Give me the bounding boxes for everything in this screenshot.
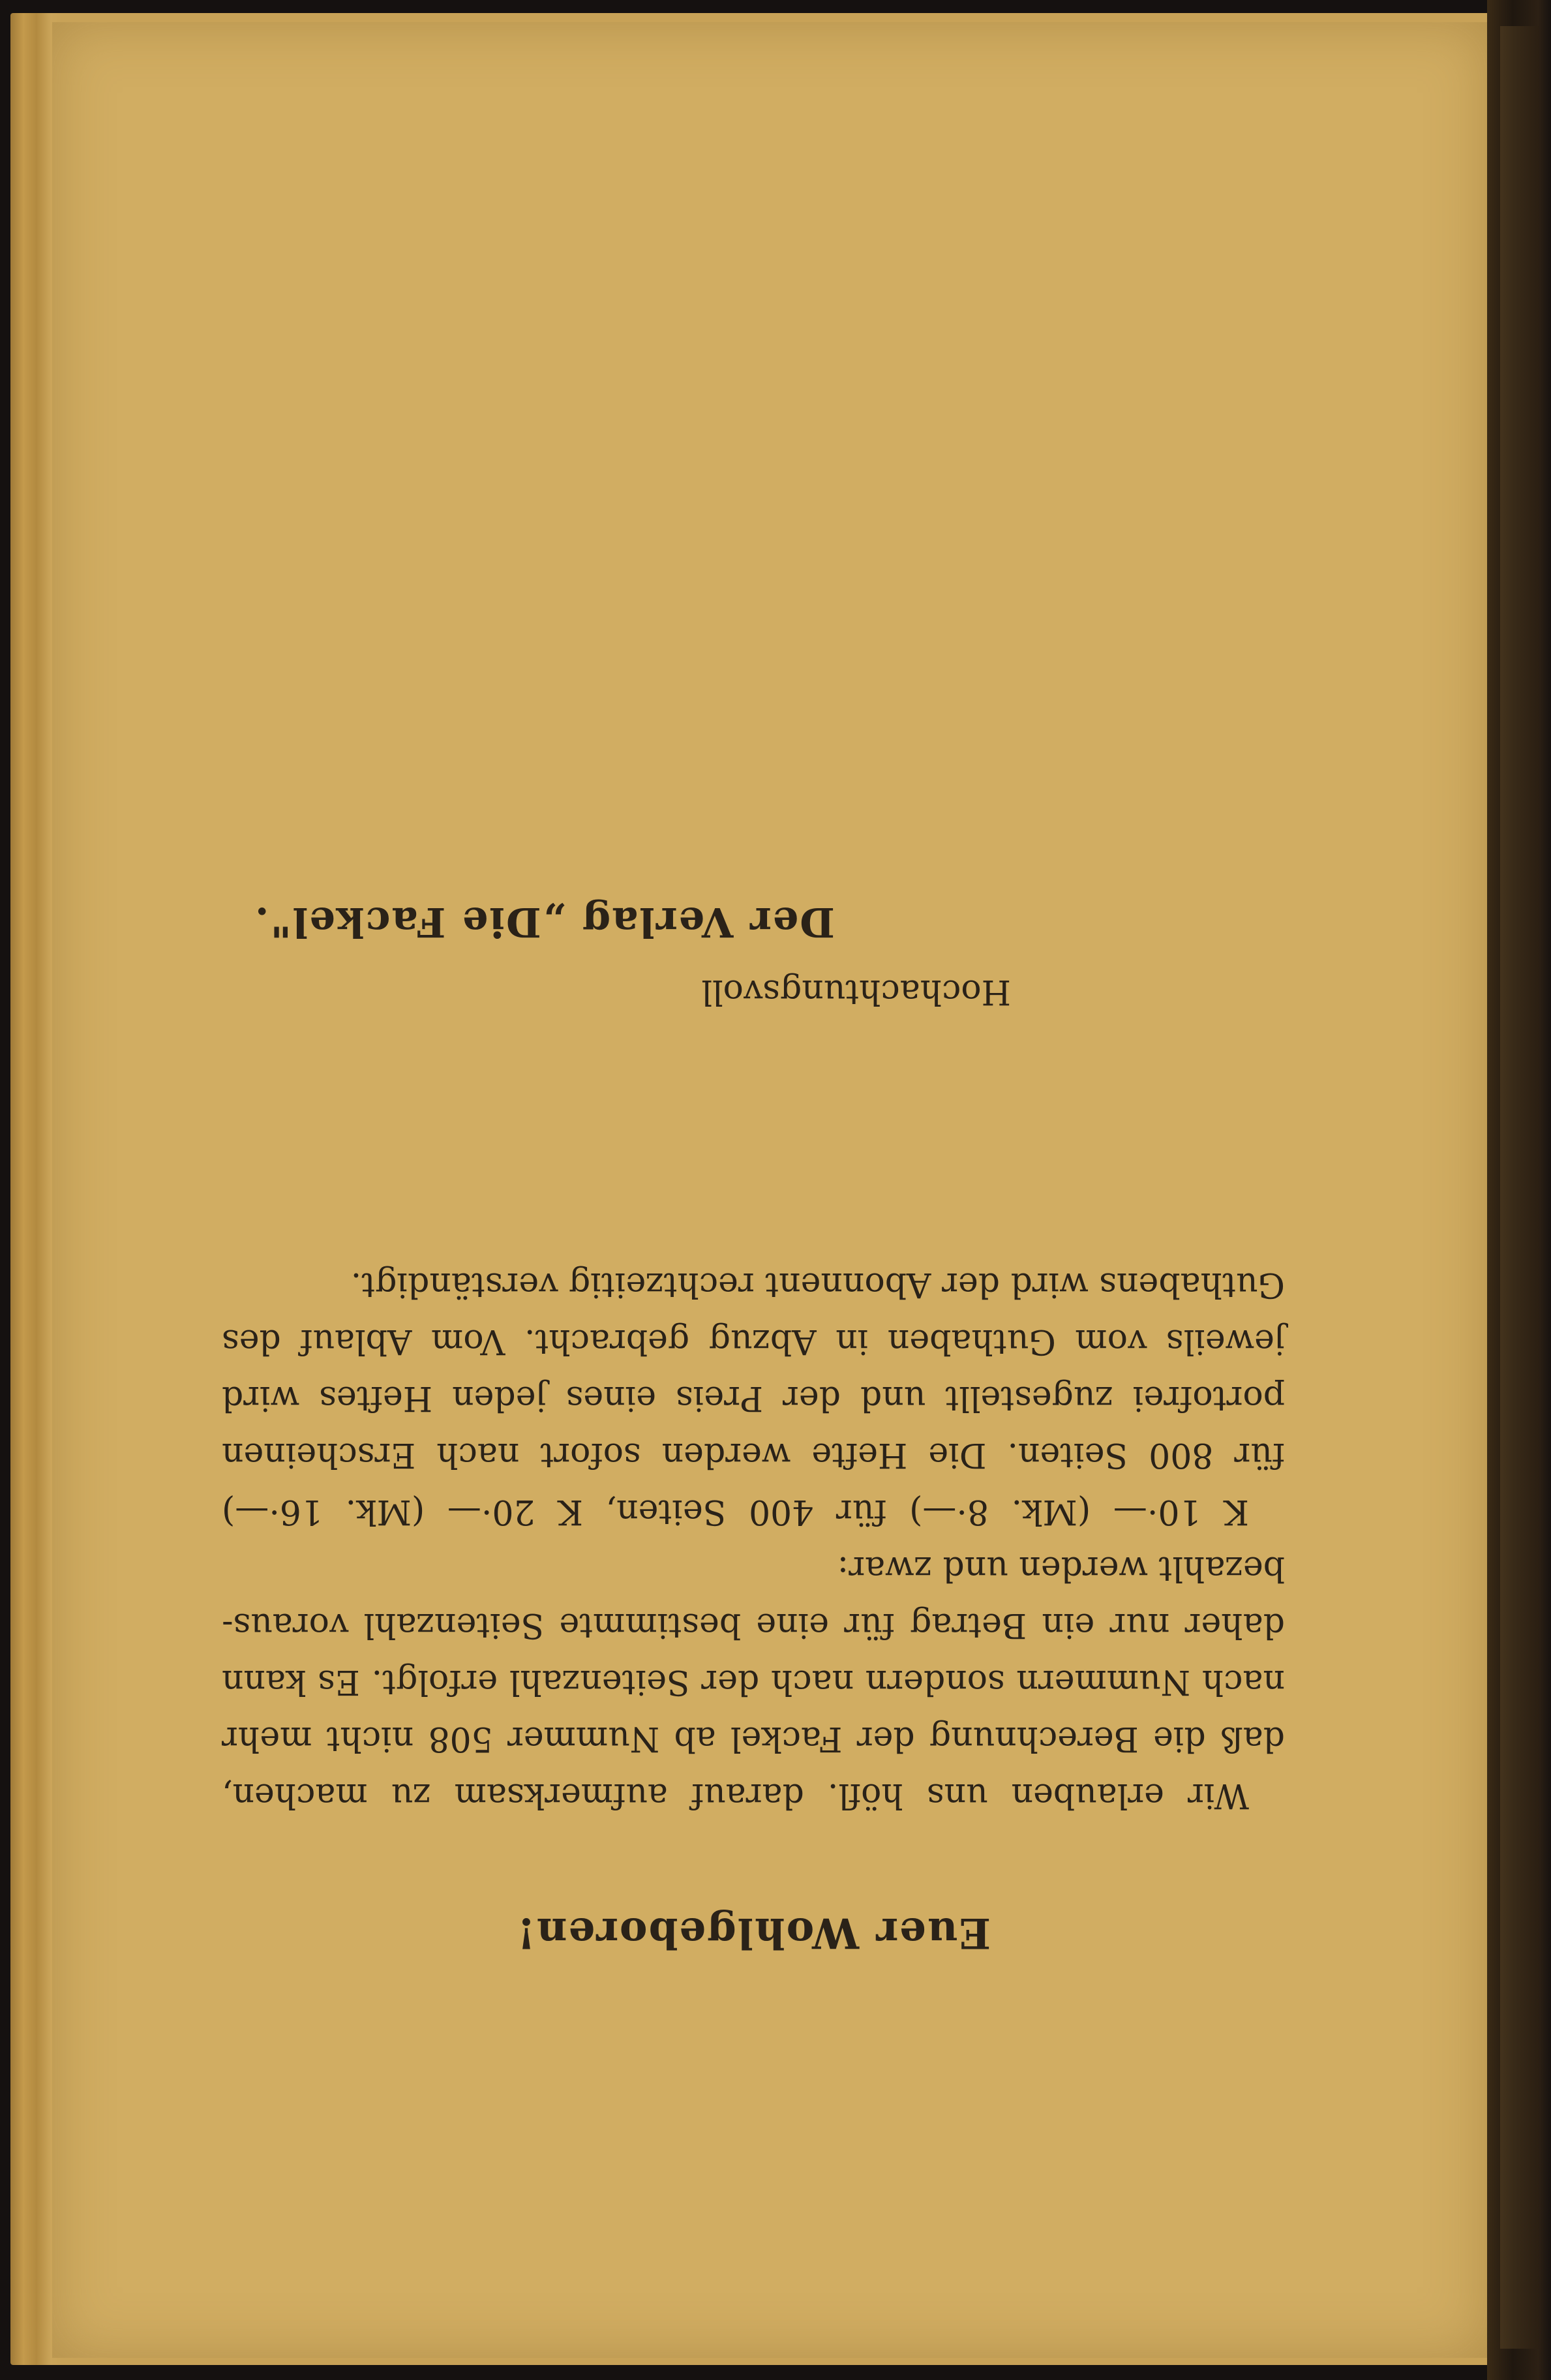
body-line: daß die Berechnung der Fackel ab Nummer 508 nicht mehr: [222, 1719, 1285, 1758]
body-line: jeweils vom Guthaben in Abzug gebracht. Vom Ablauf des: [222, 1322, 1285, 1361]
publisher-signature: Der Verlag „Die Fackel".: [253, 898, 835, 946]
salutation: Euer Wohlgeboren!: [515, 1908, 991, 1957]
body-line: Wir erlauben uns höfl. darauf aufmerksam zu machen,: [222, 1776, 1249, 1815]
body-line: für 800 Seiten. Die Hefte werden sofort nach Erscheinen: [222, 1435, 1285, 1474]
closing-phrase: Hochachtungsvoll: [701, 972, 1011, 1011]
body-line: bezahlt werden und zwar:: [837, 1549, 1285, 1588]
body-line: K 10·— (Mk. 8·—) für 400 Seiten, K 20·— (Mk. 16·—): [222, 1492, 1249, 1531]
body-line: portofrei zugestellt und der Preis eines jeden Heftes wird: [222, 1379, 1285, 1418]
spine-strip: [1500, 26, 1539, 2349]
body-line: nach Nummern sondern nach der Seitenzahl erfolgt. Es kann: [222, 1662, 1285, 1701]
body-line: Guthabens wird der Abonnent rechtzeitig verständigt.: [350, 1265, 1285, 1304]
letter-body: [222, 1256, 1285, 1823]
body-line: daher nur ein Betrag für eine bestimmte Seitenzahl voraus-: [222, 1606, 1285, 1645]
letter-text-block: [222, 639, 1285, 1957]
